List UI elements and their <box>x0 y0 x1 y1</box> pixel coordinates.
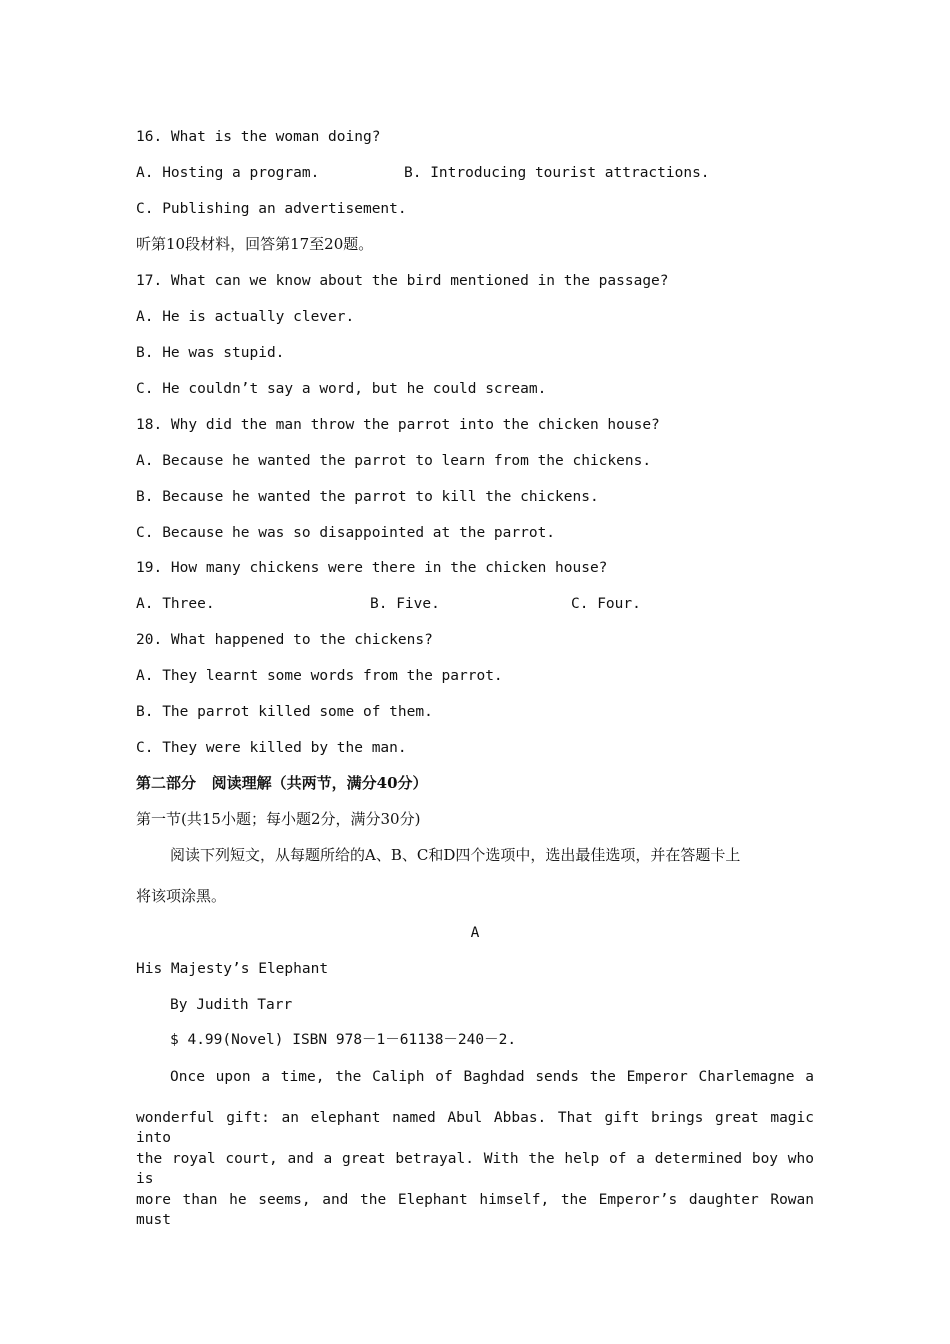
question-19-option-a: A. Three. <box>136 596 215 612</box>
section-10-instruction: 听第10段材料，回答第17至20题。 <box>136 235 374 253</box>
question-20-option-b: B. The parrot killed some of them. <box>136 704 433 720</box>
question-16-option-a: A. Hosting a program. <box>136 165 320 181</box>
passage-label: A <box>470 925 480 941</box>
question-17-stem: 17. What can we know about the bird mentioned in the passage? <box>136 273 669 289</box>
question-20-option-a: A. They learnt some words from the parrot. <box>136 668 503 684</box>
question-17-option-b: B. He was stupid. <box>136 345 285 361</box>
section-1-heading: 第一节(共15小题；每小题2分，满分30分) <box>136 810 421 828</box>
question-18-stem: 18. Why did the man throw the parrot into the chicken house? <box>136 417 660 433</box>
reading-instruction-line-2: 将该项涂黑。 <box>136 887 227 905</box>
passage-line-3: the royal court, and a great betrayal. With the help of a determined boy who is <box>136 1151 814 1187</box>
question-16-option-c: C. Publishing an advertisement. <box>136 201 407 217</box>
passage-line-4: more than he seems, and the Elephant himself, the Emperor’s daughter Rowan must <box>136 1192 814 1228</box>
reading-instruction-line-1: 阅读下列短文，从每题所给的A、B、C和D四个选项中，选出最佳选项，并在答题卡上 <box>170 846 741 864</box>
question-19-option-c: C. Four. <box>571 596 641 612</box>
book-price-isbn: $ 4.99(Novel) ISBN 978－1－61138－240－2. <box>170 1032 517 1048</box>
question-18-option-c: C. Because he was so disappointed at the parrot. <box>136 525 556 541</box>
question-18-option-b: B. Because he wanted the parrot to kill the chickens. <box>136 489 599 505</box>
question-18-option-a: A. Because he wanted the parrot to learn from the chickens. <box>136 453 652 469</box>
question-19-option-b: B. Five. <box>370 596 440 612</box>
question-16-option-b: B. Introducing tourist attractions. <box>404 165 710 181</box>
book-author: By Judith Tarr <box>170 997 293 1013</box>
question-17-option-a: A. He is actually clever. <box>136 309 355 325</box>
question-20-option-c: C. They were killed by the man. <box>136 740 407 756</box>
question-19-stem: 19. How many chickens were there in the chicken house? <box>136 560 608 576</box>
passage-line-2: wonderful gift: an elephant named Abul Abbas. That gift brings great magic into <box>136 1110 814 1146</box>
passage-line-1: Once upon a time, the Caliph of Baghdad sends the Emperor Charlemagne a <box>170 1069 814 1085</box>
book-title: His Majesty’s Elephant <box>136 961 329 977</box>
part-2-heading: 第二部分 阅读理解（共两节，满分40分） <box>136 774 428 792</box>
question-20-stem: 20. What happened to the chickens? <box>136 632 433 648</box>
question-17-option-c: C. He couldn’t say a word, but he could scream. <box>136 381 547 397</box>
question-16-stem: 16. What is the woman doing? <box>136 129 381 145</box>
